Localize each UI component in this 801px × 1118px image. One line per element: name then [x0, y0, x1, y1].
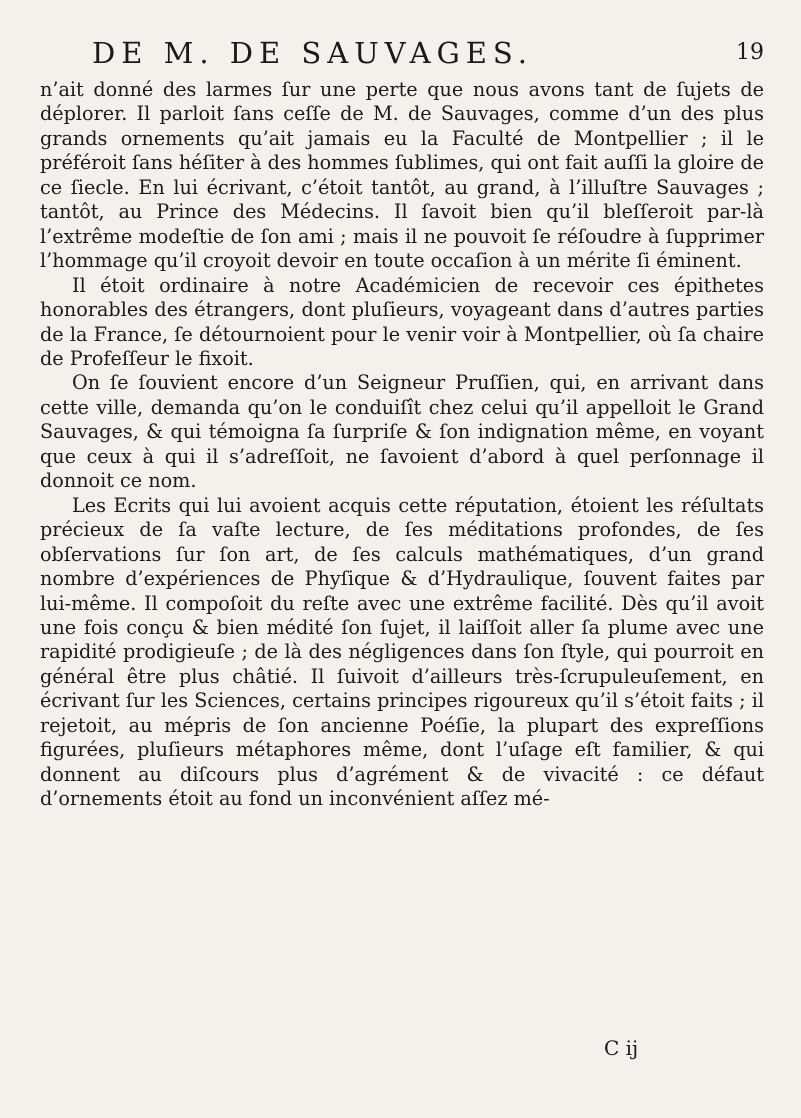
page-number: 19 [736, 40, 764, 65]
signature-mark: C ij [604, 1036, 639, 1060]
body-text [40, 78, 764, 812]
paragraph: On ſe ſouvient encore d’un Seigneur Pruſſien, qui, en arrivant dans cette ville, demanda qu’on le conduiſît chez celui qu’il appelloit le Grand Sauvages, & qui témoigna ſa ſurpriſe & ſon indignation même, en voyant que ceux à qui il s’adreſſoit, ne ſavoient d’abord à quel perſonnage il donnoit ce nom. [40, 371, 764, 493]
paragraph: Les Ecrits qui lui avoient acquis cette réputation, étoient les réſultats précieux de ſa vaſte lecture, de ſes méditations profondes, de ſes obſervations ſur ſon art, de ſes calculs mathématiques, d’un grand nombre d’expériences de Phyſique & d’Hydraulique, ſouvent faites par lui-même. Il compoſoit du reſte avec une extrême facilité. Dès qu’il avoit une fois conçu & bien médité ſon ſujet, il laiſſoit aller ſa plume avec une rapidité prodigieuſe ; de là des négligences dans ſon ſtyle, qui pourroit en général être plus châtié. Il ſuivoit d’ailleurs très-ſcrupuleuſement, en écrivant ſur les Sciences, certains principes rigoureux qu’il s’étoit faits ; il rejetoit, au mépris de ſon ancienne Poéſie, la plupart des expreſſions figurées, pluſieurs métaphores même, dont l’uſage eſt familier, & qui donnent au diſcours plus d’agrément & de vivacité : ce défaut d’ornements étoit au fond un inconvénient aſſez mé- [40, 493, 764, 811]
paragraph: Il étoit ordinaire à notre Académicien de recevoir ces épithetes honorables des étrangers, dont pluſieurs, voyageant dans d’autres parties de la France, ſe détournoient pour le venir voir à Montpellier, où ſa chaire de Profeſſeur le fixoit. [40, 273, 764, 370]
book-page [40, 36, 764, 812]
running-title: DE M. DE SAUVAGES. [92, 36, 533, 70]
paragraph: n’ait donné des larmes ſur une perte que nous avons tant de ſujets de déplorer. Il parloit ſans ceſſe de M. de Sauvages, comme d’un des plus grands ornements qu’ait jamais eu la Faculté de Montpellier ; il le préféroit ſans héſiter à des hommes ſublimes, qui ont fait auſſi la gloire de ce ſiecle. En lui écrivant, c’étoit tantôt, au grand, à l’illuſtre Sauvages ; tantôt, au Prince des Médecins. Il ſavoit bien qu’il bleſſeroit par-là l’extrême modeſtie de ſon ami ; mais il ne pouvoit ſe réſoudre à ſupprimer l’hommage qu’il croyoit devoir en toute occaſion à un mérite ſi éminent. [40, 78, 764, 273]
running-head [40, 36, 764, 76]
